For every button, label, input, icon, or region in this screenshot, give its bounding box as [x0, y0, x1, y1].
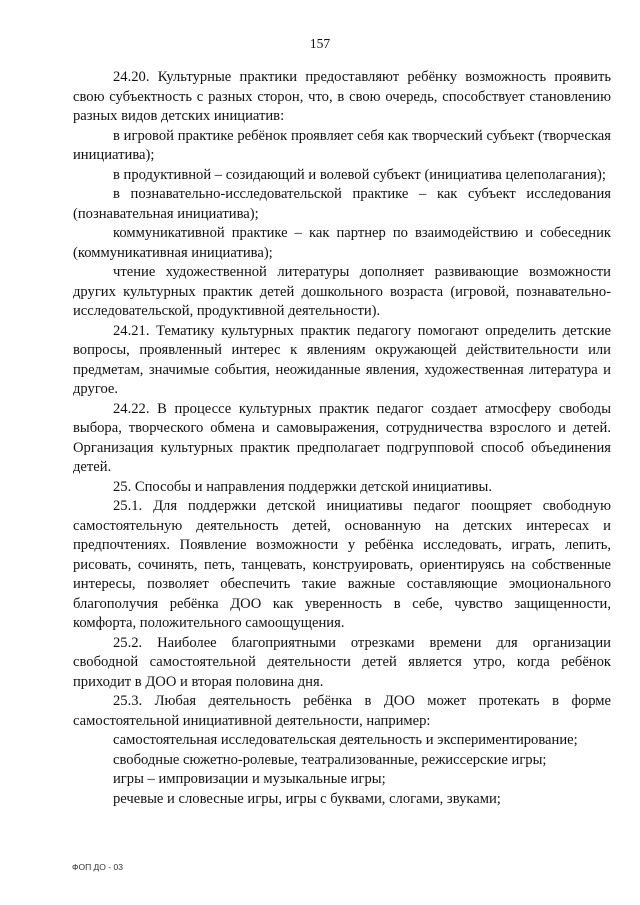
section-heading: 25. Способы и направления поддержки детской инициативы.	[113, 478, 492, 495]
paragraph: 24.22. В процессе культурных практик педагог создает атмосферу свободы выбора, творческого обмена и самовыражения, сотрудничества взрослого и детей. Организация культурных практик предполагает подгрупповой способ объединения детей.	[73, 400, 611, 475]
list-item: игры – импровизации и музыкальные игры;	[113, 771, 386, 787]
list-item: в познавательно-исследовательской практике – как субъект исследования (познавательная инициатива);	[73, 186, 611, 222]
list-item: в продуктивной – созидающий и волевой субъект (инициатива целеполагания);	[113, 166, 606, 183]
list-item: коммуникативной практике – как партнер по взаимодействию и собеседник (коммуникативная инициатива);	[73, 225, 611, 261]
list-item: чтение художественной литературы дополняет развивающие возможности других культурных практик детей дошкольного возраста (игровой, познавательно-исследовательской, продуктивной деятельности).	[73, 264, 611, 319]
footer-code: ФОП ДО - 03	[72, 862, 123, 872]
paragraph: 25.1. Для поддержки детской инициативы педагог поощряет свободную самостоятельную деятельность детей, основанную на детских интересах и предпочтениях. Появление возможности у ребёнка исследовать, играть, лепить, рисовать, сочинять, петь, танцевать, конструировать, ориентируясь на собственные интересы, позволяет обеспечить такие важные составляющие эмоционального благополучия ребёнка ДОО как уверенность в себе, чувство защищенности, комфорта, положительного самоощущения.	[73, 498, 611, 631]
paragraph: 24.21. Тематику культурных практик педагогу помогают определить детские вопросы, проявленный интерес к явлениям окружающей действительности или предметам, значимые события, неожиданные явления, художественная литература и другое.	[73, 322, 611, 397]
document-body	[73, 68, 611, 809]
paragraph: 25.2. Наиболее благоприятными отрезками времени для организации свободной самостоятельной деятельности детей является утро, когда ребёнок приходит в ДОО и вторая половина дня.	[73, 634, 611, 690]
list-item: свободные сюжетно-ролевые, театрализованные, режиссерские игры;	[113, 751, 547, 768]
paragraph: 25.3. Любая деятельность ребёнка в ДОО может протекать в форме самостоятельной инициативной деятельности, например:	[73, 693, 611, 729]
list-item: самостоятельная исследовательская деятельность и экспериментирование;	[113, 732, 578, 748]
paragraph: 24.20. Культурные практики предоставляют ребёнку возможность проявить свою субъектность с разных сторон, что, в свою очередь, способствует становлению разных видов детских инициатив:	[73, 69, 611, 124]
page-number: 157	[309, 36, 331, 51]
list-item: в игровой практике ребёнок проявляет себя как творческий субъект (творческая инициатива);	[73, 127, 611, 163]
list-item: речевые и словесные игры, игры с буквами, слогами, звуками;	[113, 790, 501, 807]
